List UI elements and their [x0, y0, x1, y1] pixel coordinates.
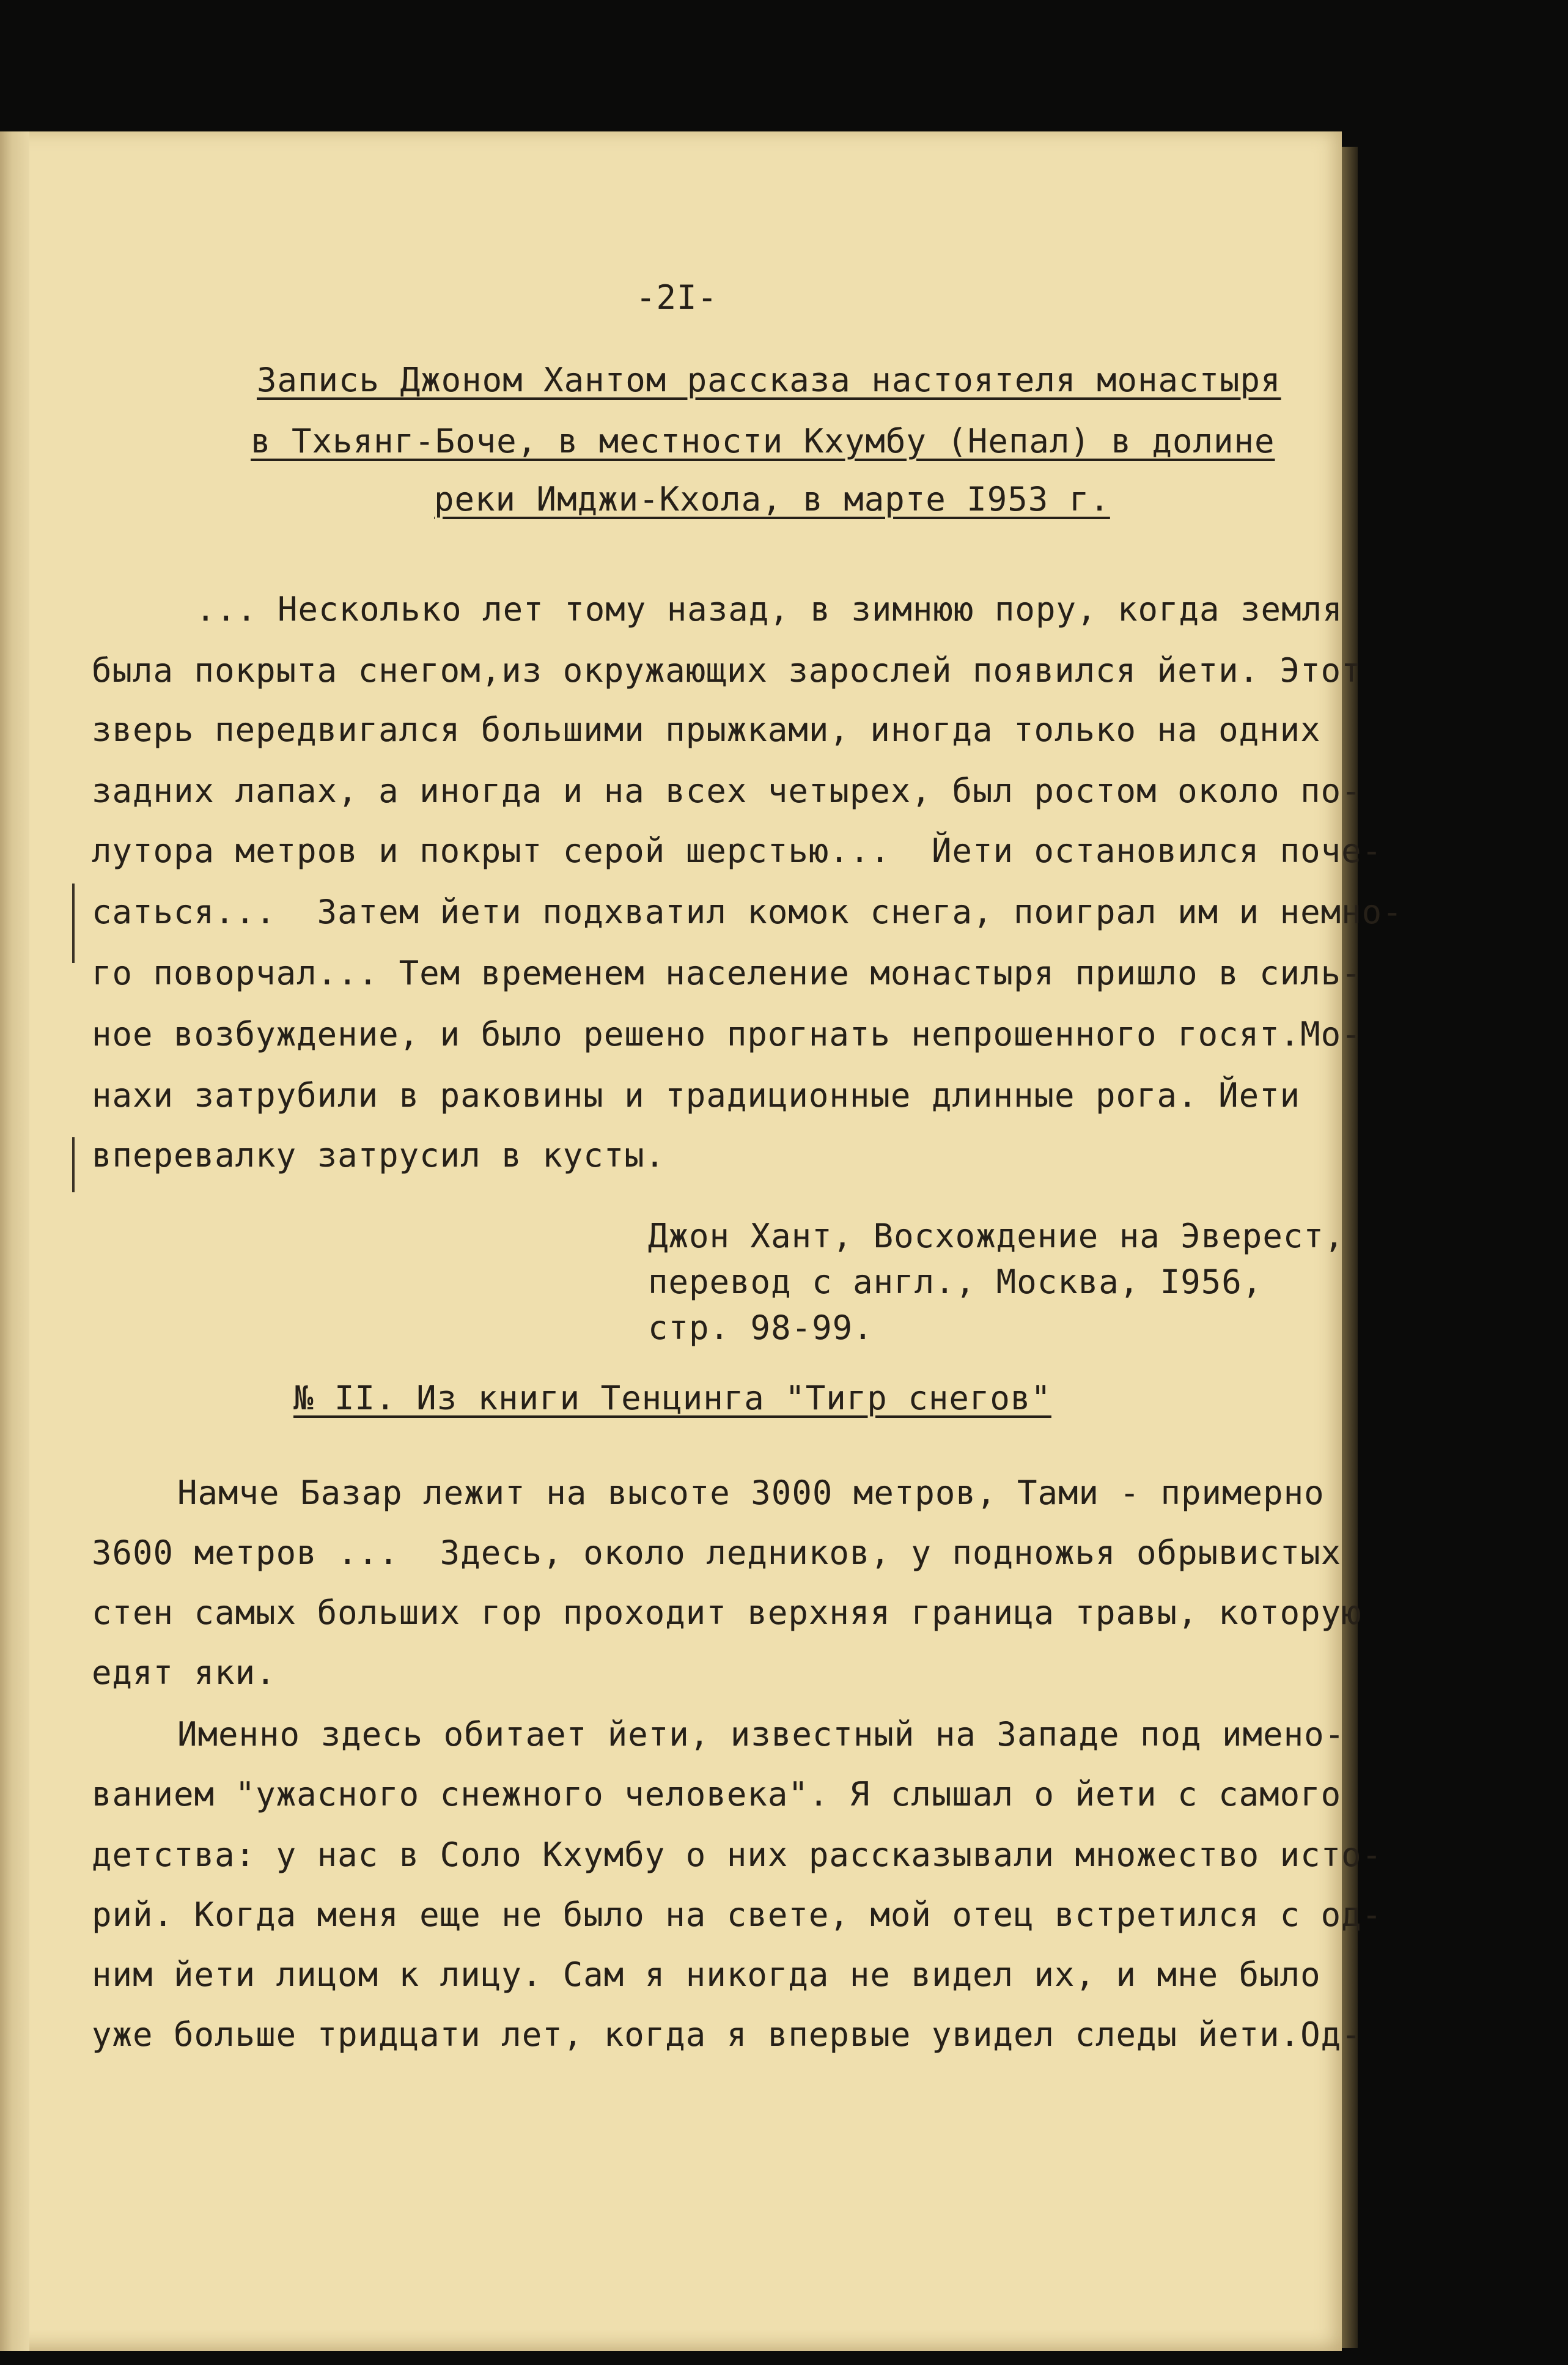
paragraph2-line: 3600 метров ... Здесь, около ледников, у подножья обрывистых [92, 1533, 1342, 1572]
section-title: № II. Из книги Тенцинга "Тигр снегов" [293, 1379, 1051, 1417]
paragraph1-line: ... Несколько лет тому назад, в зимнюю пору, когда земля [196, 590, 1343, 629]
paragraph3-line: детства: у нас в Соло Кхумбу о них рассказывали множество исто- [92, 1836, 1383, 1874]
paragraph1-line: была покрыта снегом,из окружающих зарослей появился йети. Этот [92, 651, 1362, 690]
paragraph1-line: саться... Затем йети подхватил комок снега, поиграл им и немно- [92, 893, 1403, 931]
paragraph2-line: едят яки. [92, 1653, 276, 1692]
heading-line-3: реки Имджи-Кхола, в марте I953 г. [434, 480, 1110, 518]
margin-mark [72, 884, 75, 963]
paragraph1-line: зверь передвигался большими прыжками, иногда только на одних [92, 710, 1321, 749]
citation-line: стр. 98-99. [648, 1308, 874, 1347]
paragraph3-line: Именно здесь обитает йети, известный на Западе под имено- [177, 1715, 1345, 1754]
paragraph3-line: рий. Когда меня еще не было на свете, мой отец встретился с од- [92, 1895, 1383, 1934]
paragraph3-line: ванием "ужасного снежного человека". Я слышал о йети с самого [92, 1775, 1342, 1813]
paragraph1-line: нахи затрубили в раковины и традиционные длинные рога. Йети [92, 1076, 1301, 1115]
paragraph3-line: ним йети лицом к лицу. Сам я никогда не видел их, и мне было [92, 1955, 1321, 1994]
page-number: -2I- [636, 278, 718, 317]
margin-mark [72, 1137, 75, 1192]
paragraph1-line: го поворчал... Тем временем население монастыря пришло в силь- [92, 954, 1362, 992]
citation-line: Джон Хант, Восхождение на Эверест, [648, 1217, 1345, 1255]
citation-line: перевод с англ., Москва, I956, [648, 1263, 1263, 1301]
paragraph1-line: ное возбуждение, и было решено прогнать непрошенного госят.Мо- [92, 1015, 1362, 1053]
paragraph2-line: Намче Базар лежит на высоте 3000 метров, Тами - примерно [177, 1474, 1325, 1512]
paragraph2-line: стен самых больших гор проходит верхняя граница травы, которую [92, 1593, 1362, 1632]
paragraph1-line: вперевалку затрусил в кусты. [92, 1136, 666, 1175]
heading-line-2: в Тхьянг-Боче, в местности Кхумбу (Непал) в долине [251, 422, 1275, 460]
paragraph3-line: уже больше тридцати лет, когда я впервые увидел следы йети.Од- [92, 2015, 1362, 2054]
binding-edge [0, 131, 29, 2351]
paragraph1-line: задних лапах, а иногда и на всех четырех, был ростом около по- [92, 772, 1362, 810]
paragraph1-line: лутора метров и покрыт серой шерстью... Йети остановился поче- [92, 832, 1383, 870]
heading-line-1: Запись Джоном Хантом рассказа настоятеля монастыря [257, 361, 1281, 399]
